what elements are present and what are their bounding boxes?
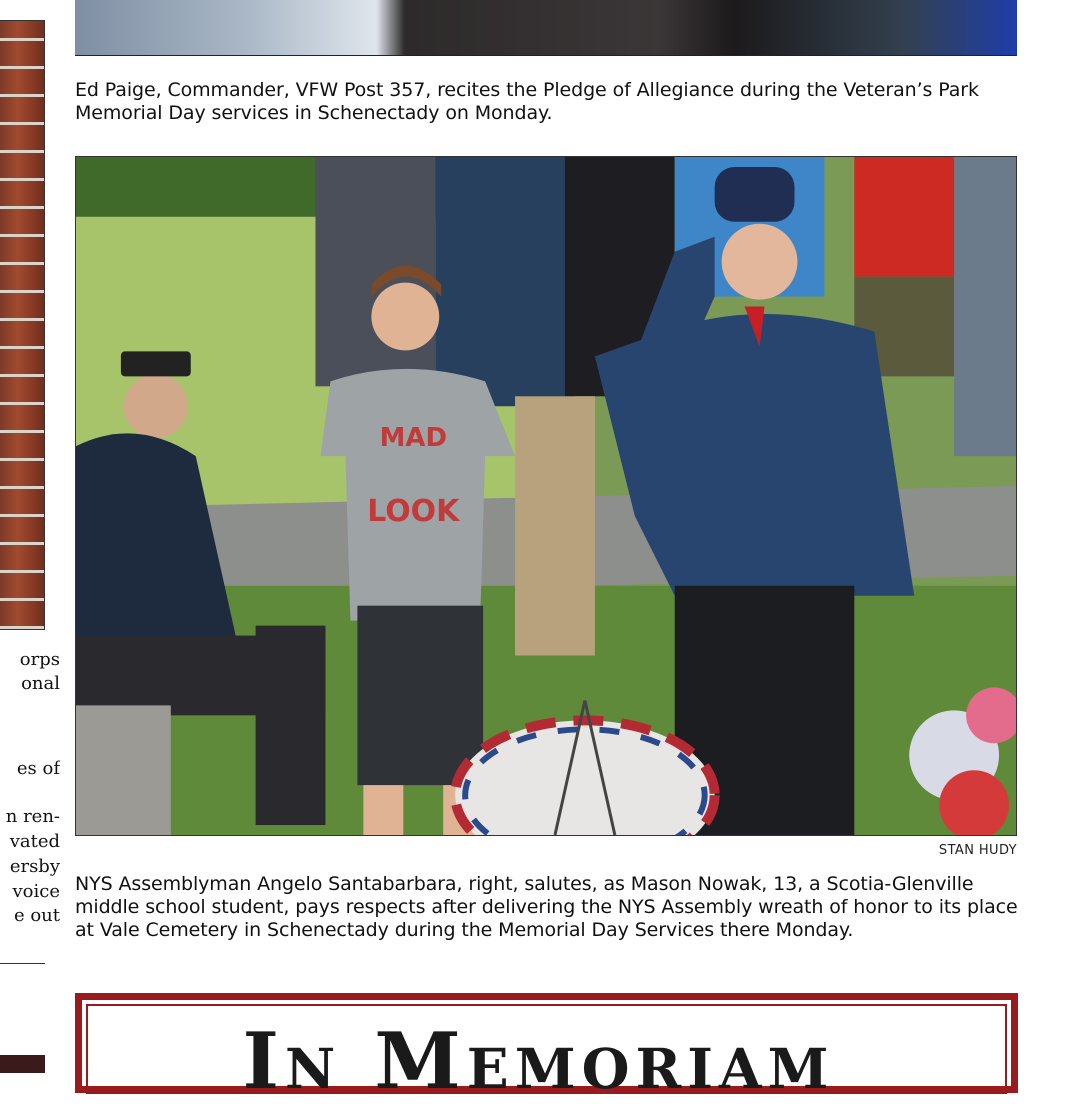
brick-photo — [0, 20, 45, 630]
left-fragment-line: es of — [16, 758, 60, 779]
left-fragment-line: n ren- — [5, 806, 60, 827]
main-photo-caption: NYS Assemblyman Angelo Santabarbara, right, salutes, as Mason Nowak, 13, a Scotia-Glenville middle school student, pays respects after delivering the NYS Assembly wreath of honor to its place at Vale Cemetery in Schenectady during the Memorial Day Services there Monday. — [75, 873, 1018, 941]
left-fragment-line: orps — [19, 649, 60, 670]
main-photo — [75, 156, 1017, 836]
left-fragment-line: onal — [21, 673, 60, 694]
shirt-text-bottom: LOOK — [367, 493, 460, 529]
memorial-day-photo — [76, 157, 1016, 835]
top-photo — [75, 0, 1017, 56]
shirt-text-top: MAD — [379, 423, 447, 454]
photo-credit: STAN HUDY — [938, 843, 1017, 858]
left-fragment-line: e out — [13, 905, 60, 926]
left-fragment-line: voice — [12, 881, 60, 902]
left-fragment-line: vated — [9, 831, 60, 852]
memoriam-title: In Memoriam — [242, 1016, 835, 1107]
left-fragment-line: ersby — [9, 856, 60, 877]
top-photo-caption: Ed Paige, Commander, VFW Post 357, recites the Pledge of Allegiance during the Veteran’s Park Memorial Day services in Schenectady on Monday. — [75, 79, 979, 124]
column-rule — [0, 963, 45, 964]
